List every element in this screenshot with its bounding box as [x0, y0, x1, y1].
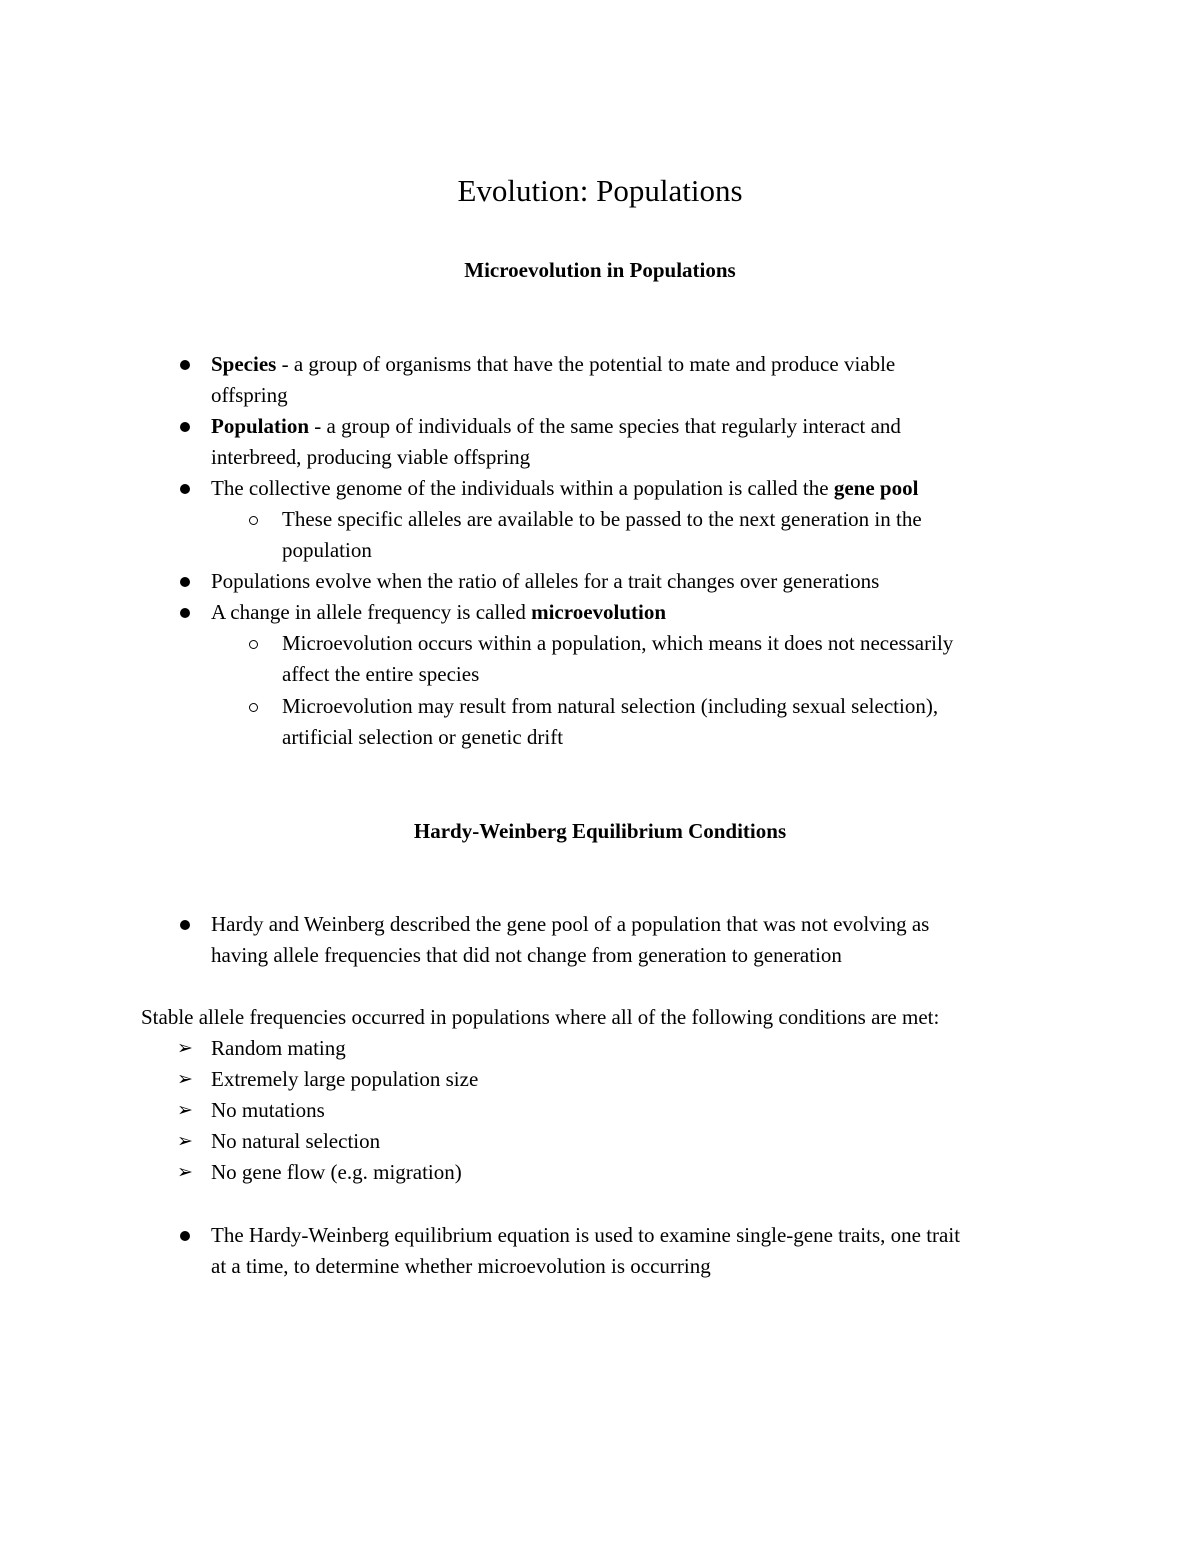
condition-text: Random mating	[211, 1036, 346, 1060]
populations-evolve-text: Populations evolve when the ratio of alleles for a trait changes over generations	[211, 569, 880, 593]
bullet-icon	[175, 597, 190, 618]
section-heading-hardy-weinberg: Hardy-Weinberg Equilibrium Conditions	[413, 819, 787, 843]
arrow-icon: ➢	[177, 1161, 193, 1183]
condition-text: Extremely large population size	[211, 1067, 479, 1091]
bullet-icon	[175, 411, 190, 432]
within-population-line-2: affect the entire species	[282, 662, 480, 686]
term-population: Population	[211, 414, 310, 438]
condition-text: No natural selection	[211, 1129, 381, 1153]
condition-text: No gene flow (e.g. migration)	[211, 1160, 462, 1184]
definition-population-line-1: - a group of individuals of the same species that regularly interact and	[309, 414, 901, 438]
sub-bullet-icon	[246, 691, 258, 712]
definition-species-line-2: offspring	[211, 383, 288, 407]
term-microevolution: microevolution	[531, 600, 667, 624]
conditions-intro: Stable allele frequencies occurred in populations where all of the following conditions are met:	[141, 1005, 940, 1029]
within-population-line-1: Microevolution occurs within a population, which means it does not necessarily	[282, 631, 954, 655]
arrow-icon: ➢	[177, 1037, 193, 1059]
bullet-icon	[175, 909, 190, 930]
term-gene-pool: gene pool	[833, 476, 919, 500]
hardy-weinberg-line-2: having allele frequencies that did not change from generation to generation	[211, 943, 842, 967]
equation-line-1: The Hardy-Weinberg equilibrium equation is used to examine single-gene traits, one trait	[211, 1223, 961, 1247]
bullet-icon	[175, 473, 190, 494]
definition-species-line-1: - a group of organisms that have the potential to mate and produce viable	[276, 352, 896, 376]
bullet-icon	[175, 1220, 190, 1241]
arrow-icon: ➢	[177, 1068, 193, 1090]
bullet-icon	[175, 349, 190, 370]
may-result-line-1: Microevolution may result from natural selection (including sexual selection),	[282, 694, 939, 718]
alleles-line-2: population	[282, 538, 372, 562]
sub-bullet-icon	[246, 504, 258, 525]
section-heading-microevolution: Microevolution in Populations	[464, 258, 736, 282]
arrow-icon: ➢	[177, 1099, 193, 1121]
sub-bullet-icon	[246, 628, 258, 649]
microevolution-text: A change in allele frequency is called	[211, 600, 532, 624]
document-title: Evolution: Populations	[457, 173, 743, 208]
term-species: Species	[211, 352, 277, 376]
condition-text: No mutations	[211, 1098, 325, 1122]
alleles-line-1: These specific alleles are available to be passed to the next generation in the	[282, 507, 922, 531]
hardy-weinberg-line-1: Hardy and Weinberg described the gene pool of a population that was not evolving as	[211, 912, 930, 936]
bullet-icon	[175, 566, 190, 587]
equation-line-2: at a time, to determine whether microevolution is occurring	[211, 1254, 711, 1278]
arrow-icon: ➢	[177, 1130, 193, 1152]
definition-population-line-2: interbreed, producing viable offspring	[211, 445, 531, 469]
gene-pool-text: The collective genome of the individuals within a population is called the	[211, 476, 834, 500]
may-result-line-2: artificial selection or genetic drift	[282, 725, 564, 749]
